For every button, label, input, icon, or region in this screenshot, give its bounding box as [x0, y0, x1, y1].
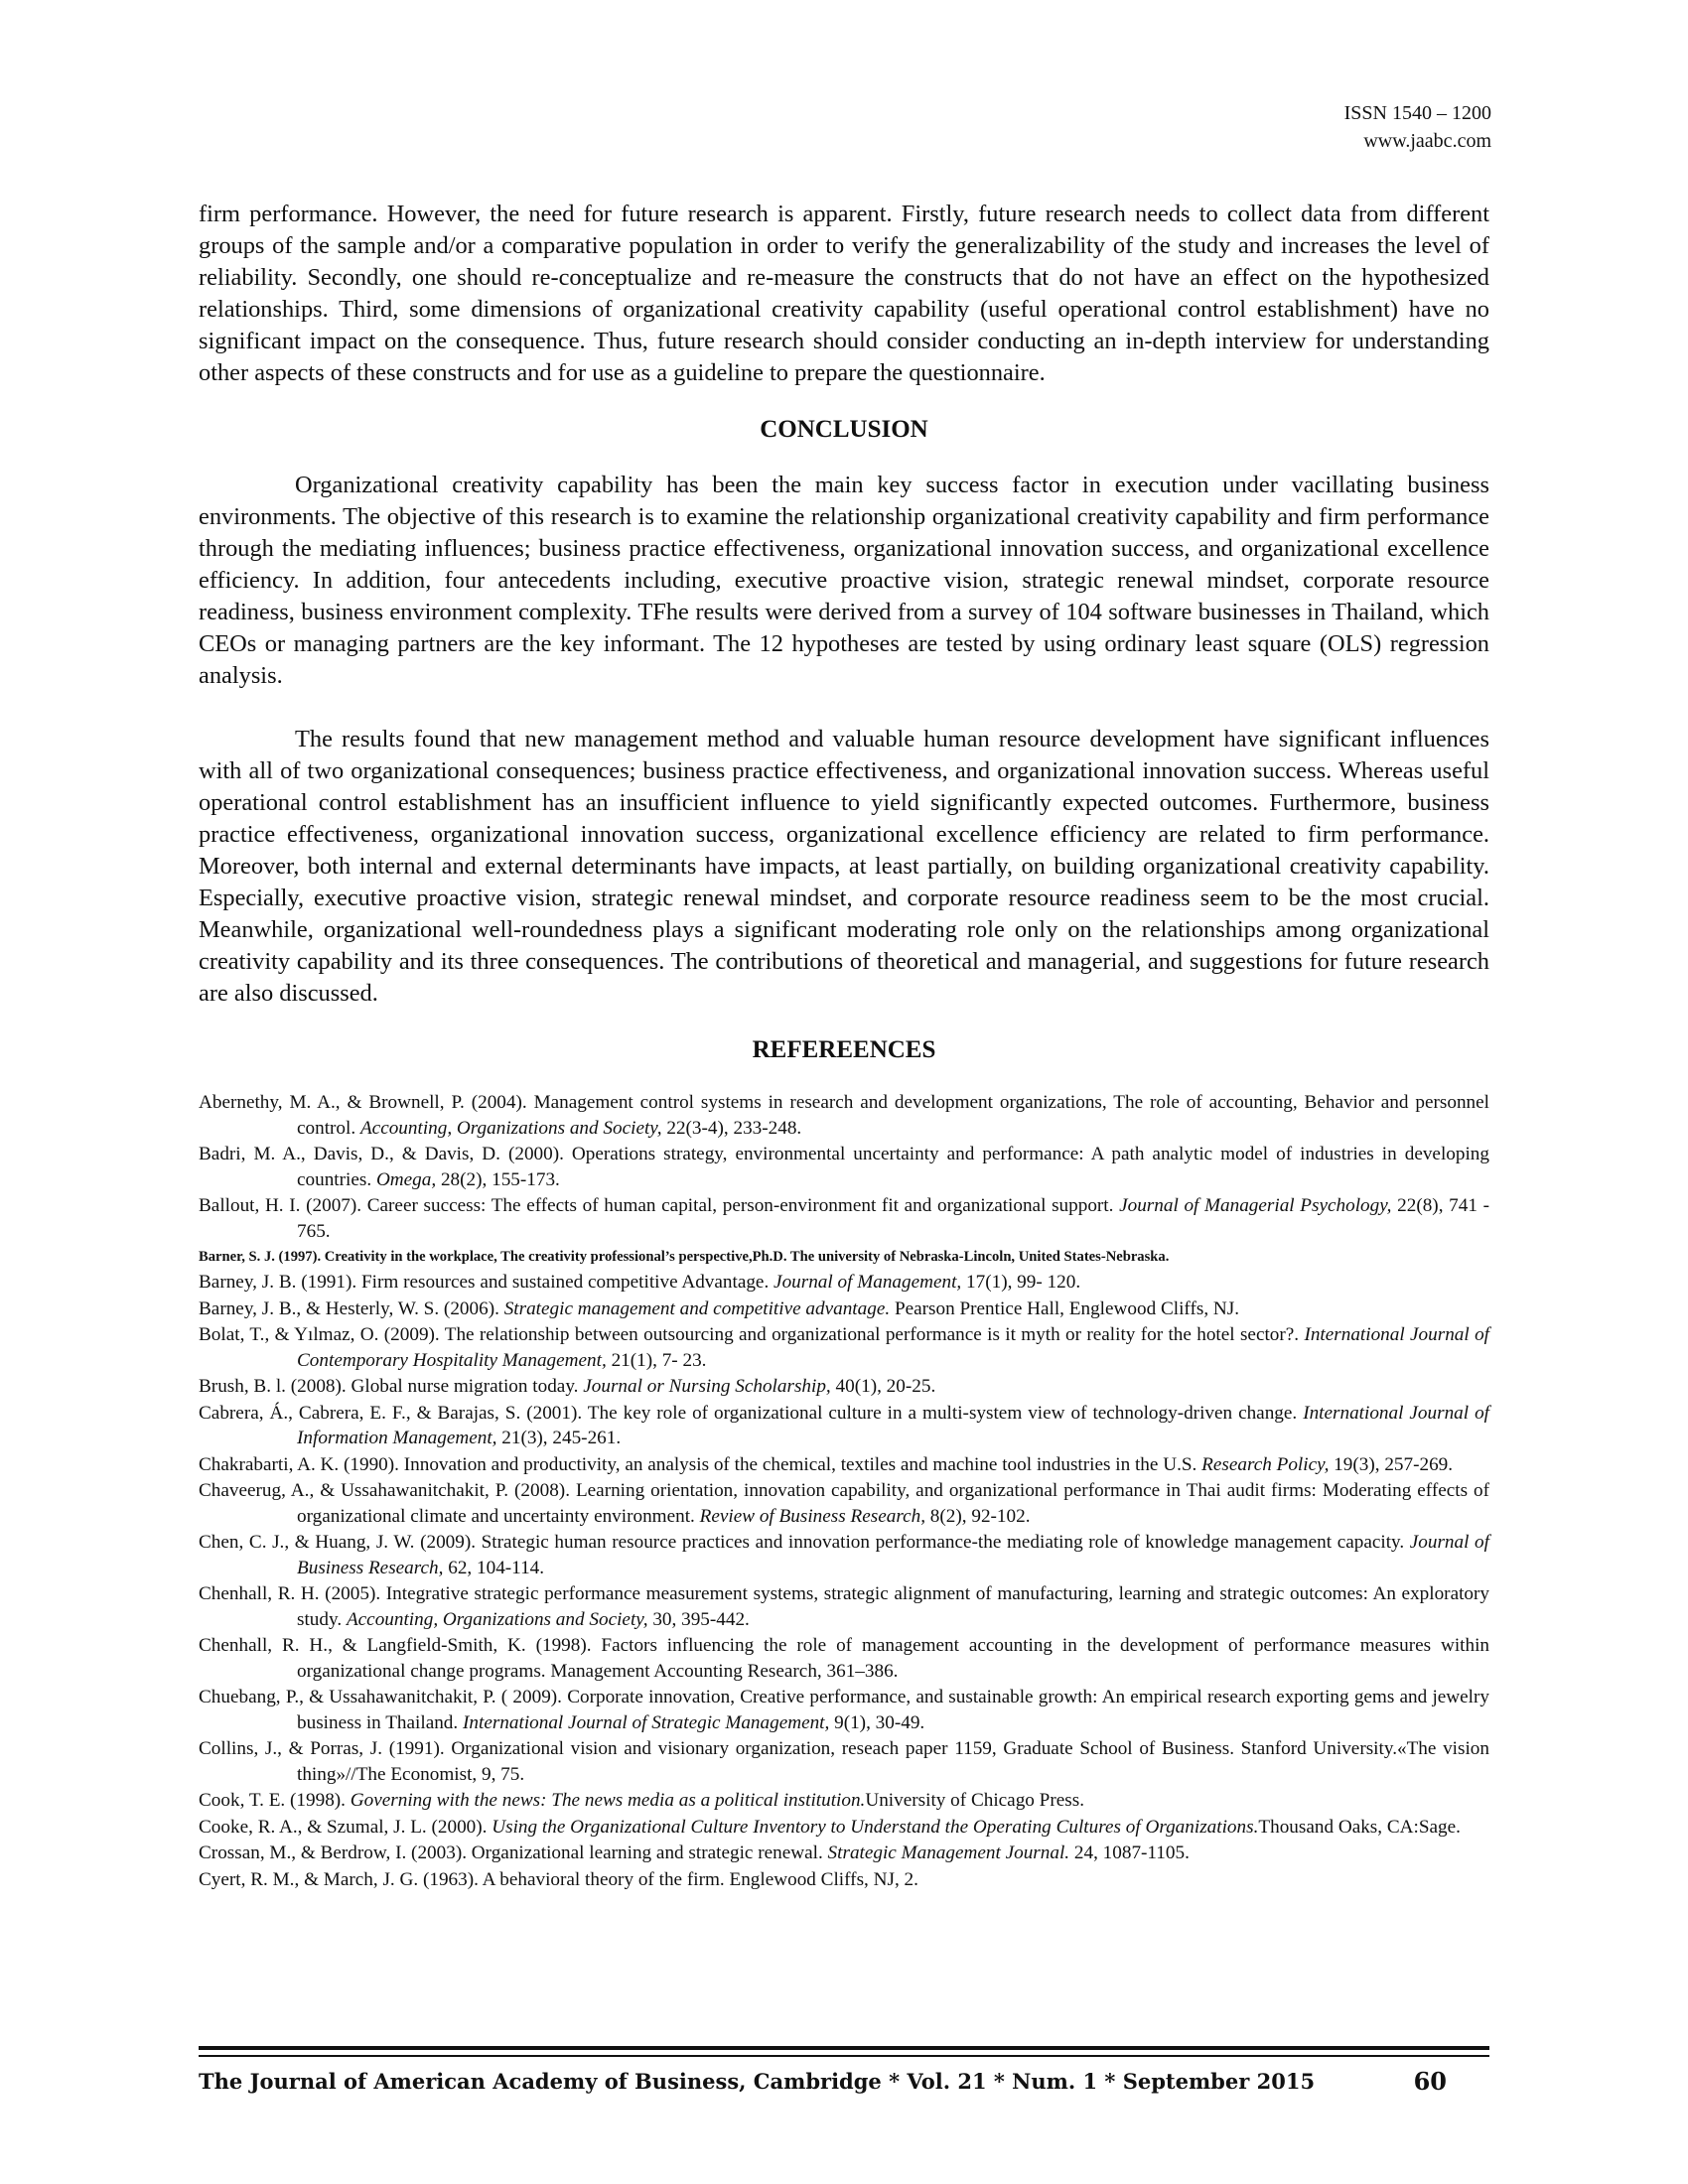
references-heading: REFEREENCES [752, 1036, 936, 1063]
reference-details: Thousand Oaks, CA:Sage. [1258, 1816, 1461, 1838]
reference-text: Abernethy, M. A., & Brownell, P. (2004). Management control systems in research and development organizations, The role of accounting, Behavior and personnel control. [199, 1092, 1489, 1139]
reference-source: International Journal of Information Management, [297, 1402, 1490, 1448]
reference-text: Collins, J., & Porras, J. (1991). Organizational vision and visionary organization, reseach paper 1159, Graduate School of Business. Stanford University.«The vision thing»//The Economist, 9, 75. [199, 1738, 1489, 1785]
conclusion-paragraph-1: Organizational creativity capability has been the main key success factor in execution under vacillating business environments. The objective of this research is to examine the relationship organizational creativity capability and firm performance through the mediating influences; business practice effectiveness, organizational innovation success, and organizational excellence efficiency. In addition, four antecedents including, executive proactive vision, strategic renewal mindset, corporate resource readiness, business environment complexity. TFhe results were derived from a survey of 104 software businesses in Thailand, which CEOs or managing partners are the key informant. The 12 hypotheses are tested by using ordinary least square (OLS) regression analysis. [199, 472, 1489, 689]
reference-source: Journal of Business Research, [297, 1532, 1489, 1578]
reference-item [199, 1633, 1489, 1684]
reference-item [199, 1245, 1489, 1269]
conclusion-heading: CONCLUSION [760, 416, 928, 443]
reference-details: 28(2), 155-173. [436, 1168, 560, 1190]
reference-text: Cooke, R. A., & Szumal, J. L. (2000). [199, 1816, 492, 1838]
reference-details: 8(2), 92-102. [925, 1505, 1031, 1527]
reference-item [199, 1401, 1489, 1451]
website-label: www.jaabc.com [1363, 130, 1491, 152]
issn-label: ISSN 1540 – 1200 [1343, 102, 1491, 124]
reference-item [199, 1478, 1489, 1529]
reference-text: Badri, M. A., Davis, D., & Davis, D. (2000). Operations strategy, environmental uncertainty and performance: A path analytic model of industries in developing countries. [199, 1144, 1489, 1190]
reference-item [199, 1374, 1489, 1400]
reference-details: 22(3-4), 233-248. [661, 1117, 802, 1139]
reference-details: University of Chicago Press. [865, 1790, 1084, 1811]
reference-item [199, 1815, 1489, 1841]
reference-text: Chen, C. J., & Huang, J. W. (2009). Strategic human resource practices and innovation performance-the mediating role of knowledge management capacity. [199, 1532, 1410, 1553]
reference-item [199, 1452, 1489, 1478]
reference-text: Ballout, H. I. (2007). Career success: The effects of human capital, person-environment fit and organizational support. [199, 1195, 1120, 1216]
reference-item [199, 1090, 1489, 1141]
references-list [199, 1090, 1489, 1892]
reference-source: Journal or Nursing Scholarship, [583, 1376, 831, 1397]
reference-details: Pearson Prentice Hall, Englewood Cliffs, NJ. [890, 1297, 1240, 1319]
reference-text: Chenhall, R. H., & Langfield-Smith, K. (1998). Factors influencing the role of management accounting in the development of performance measures within organizational change programs. Management Accounting Research, 361–386. [199, 1635, 1489, 1682]
reference-details: 40(1), 20-25. [830, 1376, 936, 1397]
reference-source: Accounting, Organizations and Society, [359, 1117, 662, 1139]
reference-source: International Journal of Contemporary Hospitality Management, [297, 1324, 1490, 1371]
intro-paragraph: firm performance. However, the need for future research is apparent. Firstly, future research needs to collect data from different groups of the sample and/or a comparative population in order to verify the generalizability of the study and increases the level of reliability. Secondly, one should re-conceptualize and re-measure the constructs that do not have an effect on the hypothesized relationships. Third, some dimensions of organizational creativity capability (useful operational control establishment) have no significant impact on the consequence. Thus, future research should consider conducting an in-depth interview for understanding other aspects of these constructs and for use as a guideline to prepare the questionnaire. [199, 201, 1489, 386]
reference-details: 62, 104-114. [443, 1557, 545, 1578]
reference-text: Cabrera, Á., Cabrera, E. F., & Barajas, S. (2001). The key role of organizational culture in a multi-system view of technology-driven change. [199, 1402, 1304, 1424]
footer-rule-thin [199, 2055, 1489, 2057]
reference-item [199, 1788, 1489, 1814]
reference-item [199, 1322, 1489, 1373]
page-number: 60 [1413, 2067, 1447, 2096]
reference-item [199, 1142, 1489, 1192]
paragraph-gap [199, 692, 1489, 724]
reference-text: Bolat, T., & Yılmaz, O. (2009). The relationship between outsourcing and organizational performance is it myth or reality for the hotel sector?. [199, 1324, 1305, 1345]
reference-details: 9(1), 30-49. [829, 1711, 925, 1733]
reference-item [199, 1530, 1489, 1580]
reference-item [199, 1867, 1489, 1893]
reference-source: Research Policy, [1201, 1453, 1330, 1475]
reference-text: Chaveerug, A., & Ussahawanitchakit, P. (2008). Learning orientation, innovation capability, and organizational performance in Thai audit firms: Moderating effects of organizational climate and uncertainty environment. [199, 1480, 1489, 1527]
reference-item [199, 1297, 1489, 1322]
reference-item [199, 1685, 1489, 1735]
main-content [199, 199, 1489, 1893]
reference-details: 17(1), 99- 120. [961, 1272, 1081, 1293]
reference-text: Barney, J. B. (1991). Firm resources and sustained competitive Advantage. [199, 1272, 774, 1293]
reference-text: Chenhall, R. H. (2005). Integrative strategic performance measurement systems, strategic alignment of manufacturing, learning and strategic outcomes: An exploratory study. [199, 1583, 1489, 1630]
reference-source: Using the Organizational Culture Inventory to Understand the Operating Cultures of Organizations. [492, 1816, 1259, 1838]
reference-details: 24, 1087-1105. [1069, 1843, 1190, 1863]
footer-rule-thick [199, 2046, 1489, 2050]
reference-source: Accounting, Organizations and Society, [346, 1608, 648, 1630]
reference-text: Barner, S. J. (1997). Creativity in the workplace, The creativity professional’s perspective,Ph.D. The university of Nebraska-Lincoln, United States-Nebraska. [199, 1249, 1170, 1265]
reference-details: 21(3), 245-261. [496, 1428, 622, 1448]
reference-item [199, 1270, 1489, 1296]
reference-details: 30, 395-442. [647, 1608, 750, 1630]
reference-item [199, 1581, 1489, 1632]
conclusion-paragraph-2: The results found that new management method and valuable human resource development have significant influences with all of two organizational consequences; business practice effectiveness, and organizational innovation success. Whereas useful operational control establishment has an insufficient influence to yield significantly expected outcomes. Furthermore, business practice effectiveness, organizational innovation success, organizational excellence efficiency are related to firm performance. Moreover, both internal and external determinants have impacts, at least partially, on building organizational creativity capability. Especially, executive proactive vision, strategic renewal mindset, and corporate resource readiness seem to be the most crucial. Meanwhile, organizational well-roundedness plays a significant moderating role only on the relationships among organizational creativity capability and its three consequences. The contributions of theoretical and managerial, and suggestions for future research are also discussed. [199, 726, 1489, 1007]
reference-source: Review of Business Research, [699, 1505, 925, 1527]
reference-source: Journal of Managerial Psychology, [1119, 1195, 1392, 1216]
reference-text: Barney, J. B., & Hesterly, W. S. (2006). [199, 1297, 504, 1319]
reference-text: Chakrabarti, A. K. (1990). Innovation and productivity, an analysis of the chemical, textiles and machine tool industries in the U.S. [199, 1453, 1202, 1475]
reference-text: Cyert, R. M., & March, J. G. (1963). A behavioral theory of the firm. Englewood Cliffs, NJ, 2. [199, 1868, 918, 1890]
reference-details: 19(3), 257-269. [1329, 1453, 1454, 1475]
reference-text: Chuebang, P., & Ussahawanitchakit, P. ( 2009). Corporate innovation, Creative performance, and sustainable growth: An empirical research exporting gems and jewelry business in Thailand. [199, 1687, 1489, 1733]
reference-source: International Journal of Strategic Management, [463, 1711, 830, 1733]
reference-details: 22(8), 741 - 765. [297, 1195, 1489, 1242]
reference-text: Brush, B. l. (2008). Global nurse migration today. [199, 1376, 584, 1397]
reference-item [199, 1193, 1489, 1244]
reference-item [199, 1841, 1489, 1866]
reference-text: Cook, T. E. (1998). [199, 1790, 351, 1811]
reference-text: Crossan, M., & Berdrow, I. (2003). Organizational learning and strategic renewal. [199, 1843, 828, 1863]
page-header [1344, 99, 1491, 155]
reference-source: Strategic Management Journal. [827, 1843, 1070, 1863]
reference-details: 21(1), 7- 23. [606, 1349, 707, 1371]
journal-citation: The Journal of American Academy of Business, Cambridge * Vol. 21 * Num. 1 * September 2015 [199, 2069, 1316, 2094]
reference-item [199, 1736, 1489, 1787]
reference-source: Strategic management and competitive advantage. [503, 1297, 891, 1319]
reference-source: Governing with the news: The news media as a political institution. [350, 1790, 866, 1811]
reference-source: Journal of Management, [774, 1272, 962, 1293]
reference-source: Omega, [375, 1168, 437, 1190]
